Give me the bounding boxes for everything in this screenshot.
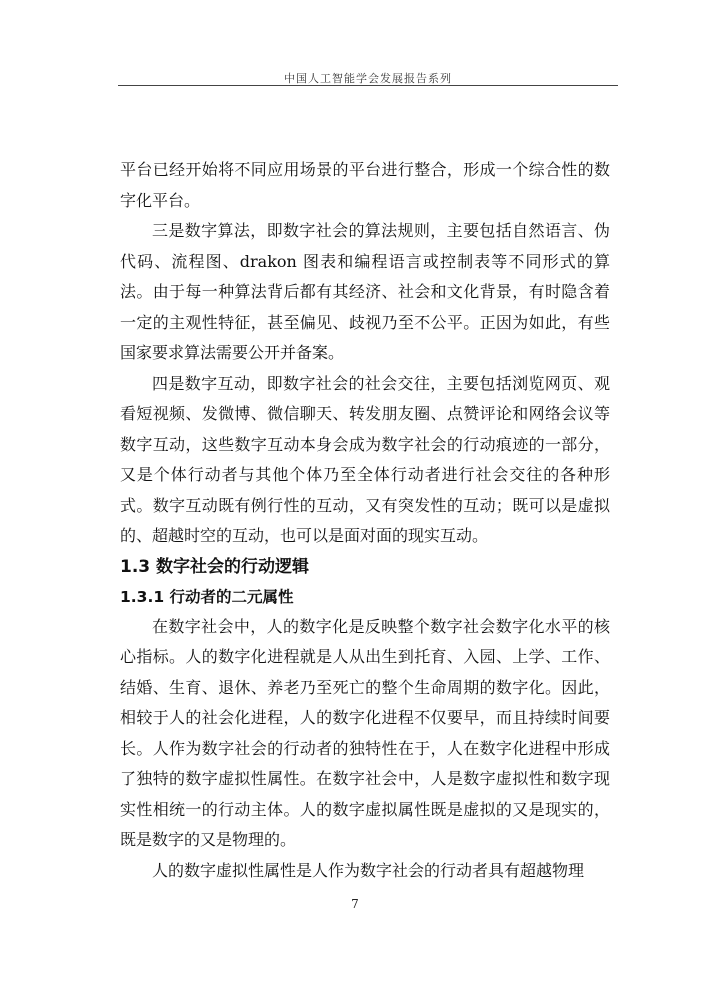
paragraph-digital-interaction: 四是数字互动，即数字社会的社会交往，主要包括浏览网页、观看短视频、发微博、微信聊天、转发朋友圈、点赞评论和网络会议等数字互动，这些数字互动本身会成为数字社会的行动痕迹的一部分，又是个体行动者与其他个体乃至全体行动者进行社会交往的各种形式。数字互动既有例行性的互动，又有突发性的互动；既可以是虚拟的、超越时空的互动，也可以是面对面的现实互动。	[120, 373, 610, 545]
page-number: 7	[351, 897, 359, 911]
running-header: 中国人工智能学会发展报告系列	[284, 72, 452, 85]
header-rule	[118, 85, 618, 86]
paragraph-virtual-attribute: 人的数字虚拟性属性是人作为数字社会的行动者具有超越物理	[152, 860, 585, 880]
section-heading: 1.3 数字社会的行动逻辑	[120, 556, 310, 577]
page-body	[120, 155, 610, 886]
paragraph-human-digitalization: 在数字社会中，人的数字化是反映整个数字社会数字化水平的核心指标。人的数字化进程就是人从出生到托育、入园、上学、工作、结婚、生育、退休、养老乃至死亡的整个生命周期的数字化。因此，相较于人的社会化进程，人的数字化进程不仅要早，而且持续时间要长。人作为数字社会的行动者的独特性在于，人在数字化进程中形成了独特的数字虚拟性属性。在数字社会中，人是数字虚拟性和数字现实性相统一的行动主体。人的数字虚拟属性既是虚拟的又是现实的，既是数字的又是物理的。	[120, 616, 610, 849]
paragraph-digital-algorithm: 三是数字算法，即数字社会的算法规则，主要包括自然语言、伪代码、流程图、drakon 图表和编程语言或控制表等不同形式的算法。由于每一种算法背后都有其经济、社会和文化背景，有时隐含着一定的主观性特征，甚至偏见、歧视乃至不公平。正因为如此，有些国家要求算法需要公开并备案。	[120, 221, 610, 362]
subsection-heading: 1.3.1 行动者的二元属性	[120, 587, 294, 606]
paragraph-platform-continuation: 平台已经开始将不同应用场景的平台进行整合，形成一个综合性的数字化平台。	[120, 160, 610, 210]
